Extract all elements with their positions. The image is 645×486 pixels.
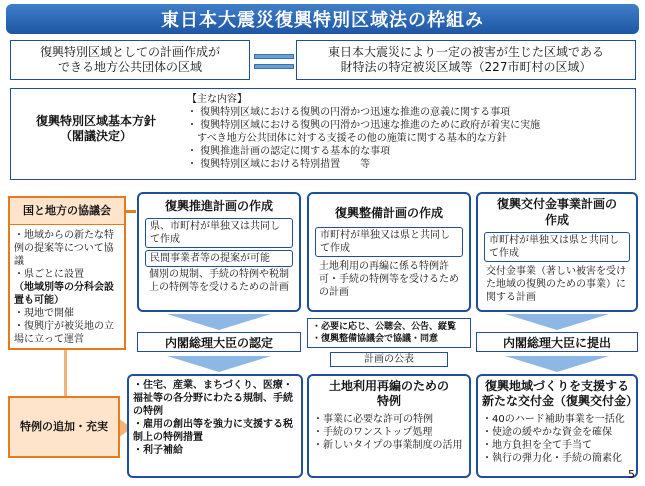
grant-plan-author: 市町村が単独又は県と共同して作成 bbox=[484, 232, 630, 262]
col1-action: 内閣総理大臣の認定 bbox=[164, 335, 273, 350]
eligible-area-line-2: できる地方公共団体の区域 bbox=[57, 60, 202, 74]
col3-action-box bbox=[476, 332, 638, 352]
col1-result-item: ・利子補給 bbox=[133, 445, 183, 456]
col3-result-box bbox=[476, 374, 638, 478]
recovery-promotion-plan-author: 県、市町村が単独又は共同して作成 bbox=[145, 218, 293, 248]
recovery-promotion-plan-desc: 個別の規制、手続の特例や税制上の特例等を受けるための計画 bbox=[149, 269, 289, 293]
grant-plan-heading: 復興交付金事業計画の作成 bbox=[496, 197, 617, 227]
page-title: 東日本大震災復興特別区域法の枠組み bbox=[6, 4, 639, 34]
basic-policy-heading: 【主な内容】 bbox=[187, 94, 247, 105]
council-item: ・現地で開催 bbox=[14, 308, 74, 319]
reconstruction-plan-author: 市町村が単独又は県と共同して作成 bbox=[315, 227, 463, 257]
col3-arrow bbox=[476, 314, 638, 330]
col3-result-item: ・執行の弾力化・手続の簡素化 bbox=[482, 453, 622, 464]
col2-result-item: ・手続のワンストップ処理 bbox=[313, 427, 433, 438]
equals-bar-bottom bbox=[254, 64, 294, 69]
reconstruction-plan-heading: 復興整備計画の作成 bbox=[334, 206, 443, 220]
disaster-area-box bbox=[296, 40, 636, 80]
col1-arrow-2 bbox=[137, 356, 301, 372]
col2-result-item: ・新しいタイプの事業制度の活用 bbox=[313, 440, 463, 451]
basic-policy-item: ・ 復興特別区域における復興の円滑かつ迅速な推進の意義に関する事項 bbox=[187, 107, 511, 118]
col3-result-item: ・使途の緩やかな資金を確保 bbox=[482, 427, 612, 438]
grant-plan-desc: 交付金事業（著しい被害を受けた地域の復興のための事業）に関する計画 bbox=[486, 266, 626, 303]
basic-policy-label bbox=[11, 107, 181, 151]
col1-arrow bbox=[137, 314, 301, 330]
council-addition-connector bbox=[64, 350, 67, 396]
col1-result-item: ・雇用の創出等を強力に支援する税制上の特例措置 bbox=[133, 419, 293, 443]
council-item: ・地域からの新たな特例の提案等について協議 bbox=[14, 230, 114, 267]
col2-result-item: ・事業に必要な許可の特例 bbox=[313, 414, 433, 425]
council-item: ・復興庁が被災地の立場に立って運営 bbox=[14, 321, 114, 345]
basic-policy-contents bbox=[187, 93, 632, 171]
col2-result-box bbox=[307, 374, 471, 478]
council-heading-bar bbox=[10, 198, 124, 225]
eligible-area-line-1: 復興特別区域としての計画作成が bbox=[39, 45, 220, 59]
col1-result-item: ・住宅、産業、まちづくり、医療・福祉等の各分野にわたる規制、手続の特例 bbox=[133, 380, 293, 417]
reconstruction-plan-box bbox=[307, 192, 471, 312]
col3-action: 内閣総理大臣に提出 bbox=[502, 335, 611, 350]
col2-note: ・必要に応じ、公聴会、公告、縦覧 bbox=[312, 322, 457, 332]
col2-notes-box bbox=[307, 318, 471, 348]
equals-bar-top bbox=[254, 54, 294, 59]
col2-note: ・復興整備協議会で協議・同意 bbox=[312, 334, 439, 344]
recovery-promotion-plan-proposal: 民間事業者等の提案が可能 bbox=[145, 250, 293, 267]
recovery-promotion-plan-heading: 復興推進計画の作成 bbox=[164, 199, 273, 213]
eligible-area-box bbox=[10, 40, 250, 80]
col2-publish-box bbox=[330, 352, 448, 367]
council-list bbox=[10, 225, 124, 350]
addition-label: 特例の追加・充実 bbox=[20, 420, 108, 433]
basic-policy-item: ・ 復興特別区域における復興の円滑かつ迅速な推進のために政府が着実に実施 bbox=[187, 120, 541, 131]
disaster-area-line-1: 東日本大震災により一定の被害が生じた区域である bbox=[327, 45, 604, 59]
addition-box bbox=[8, 396, 120, 458]
basic-policy-box bbox=[10, 88, 636, 180]
basic-policy-label-1: 復興特別区域基本方針 bbox=[35, 114, 156, 128]
basic-policy-item: ・ 復興特別区域における特別措置 等 bbox=[187, 159, 371, 170]
grant-plan-box bbox=[476, 192, 638, 312]
basic-policy-item: すべき地方公共団体に対する支援その他の施策に関する基本的な方針 bbox=[187, 133, 507, 144]
col2-publish: 計画の公表 bbox=[364, 354, 414, 365]
col3-result-item: ・地方負担を全て手当て bbox=[482, 440, 592, 451]
recovery-promotion-plan-box bbox=[137, 192, 301, 312]
council-item: （地域別等の分科会設置も可能） bbox=[14, 282, 114, 306]
col3-result-item: ・40のハード補助事業を一括化 bbox=[482, 414, 625, 425]
col2-result-heading: 土地利用再編のための特例 bbox=[328, 379, 449, 408]
council-heading: 国と地方の協議会 bbox=[23, 204, 111, 217]
col3-arrow-2 bbox=[476, 356, 638, 372]
council-connector-top bbox=[126, 210, 136, 213]
page-number: 5 bbox=[628, 468, 635, 481]
council-item: ・県ごとに設置 bbox=[14, 269, 84, 280]
council-box bbox=[8, 196, 126, 350]
disaster-area-line-2: 財特法の特定被災区域等（227市町村の区域） bbox=[340, 60, 592, 74]
basic-policy-label-2: （閣議決定） bbox=[59, 129, 132, 143]
col1-action-box bbox=[137, 332, 301, 352]
reconstruction-plan-desc: 土地利用の再編に係る特例許可・手続の特例等を受けるための計画 bbox=[319, 261, 459, 298]
col3-result-heading: 復興地域づくりを支援する新たな交付金（復興交付金） bbox=[482, 379, 639, 408]
basic-policy-item: ・ 復興推進計画の認定に関する基本的な事項 bbox=[187, 146, 391, 157]
col1-result-box bbox=[127, 374, 303, 478]
